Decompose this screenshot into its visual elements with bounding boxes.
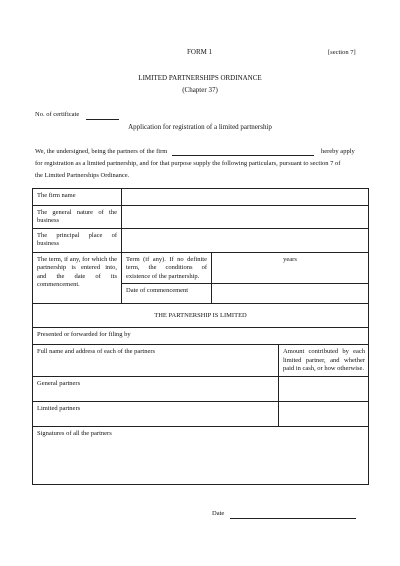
limited-partners-cell[interactable] — [33, 401, 279, 426]
table-row — [33, 304, 369, 328]
firm-name-cell[interactable] — [122, 189, 369, 206]
commencement-label: Date of commencement — [122, 284, 212, 304]
table-row — [33, 252, 369, 283]
date-label: Date — [212, 510, 225, 517]
table-row — [33, 206, 369, 229]
nature-label: The general nature of the business — [33, 206, 122, 229]
table-row — [33, 328, 369, 345]
intro-line1-start: We, the undersigned, being the partners of the firm — [35, 148, 168, 155]
years-label: years — [283, 255, 297, 263]
application-title: Application for registration of a limited partnership — [128, 123, 272, 131]
general-partners-cell[interactable] — [33, 376, 279, 401]
term-definite-label: Term (if any). If no definite term, the conditions of existence of the partnership. — [122, 252, 212, 283]
nature-cell[interactable] — [122, 206, 369, 229]
general-partners-amount-cell[interactable] — [279, 376, 369, 401]
form-number: FORM 1 — [187, 48, 213, 56]
table-row — [33, 228, 369, 252]
chapter-number: (Chapter 37) — [182, 86, 218, 94]
intro-line1-end: hereby apply — [321, 148, 355, 155]
limited-partners-amount-cell[interactable] — [279, 401, 369, 426]
firm-name-line[interactable] — [172, 155, 314, 156]
table-row — [33, 345, 369, 376]
limited-partners-label: Limited partners — [37, 404, 81, 412]
general-partners-label: General partners — [37, 379, 81, 387]
ordinance-title: LIMITED PARTNERSHIPS ORDINANCE — [138, 74, 262, 82]
limited-heading: THE PARTNERSHIP IS LIMITED — [33, 304, 369, 328]
intro-line2: for registration as a limited partnership, and for that purpose supply the following particulars, pursuant to section 7 of — [35, 160, 341, 167]
place-cell[interactable] — [122, 228, 369, 252]
table-row — [33, 189, 369, 206]
amount-column-header: Amount contributed by each limited partner, and whether paid in cash, or how otherwise. — [279, 345, 369, 376]
commencement-cell[interactable] — [212, 284, 369, 304]
certificate-number-line[interactable] — [86, 119, 119, 120]
presented-by-label: Presented or forwarded for filing by — [37, 331, 131, 339]
table-row — [33, 376, 369, 401]
signatures-label: Signatures of all the partners — [37, 429, 112, 437]
section-reference: [section 7] — [328, 49, 356, 56]
firm-name-label: The firm name — [33, 189, 122, 206]
term-years-cell[interactable] — [212, 252, 369, 283]
partners-column-header: Full name and address of each of the partners — [33, 345, 279, 376]
presented-by-cell[interactable] — [33, 328, 369, 345]
signatures-cell[interactable] — [33, 426, 369, 484]
place-label: The principal place of business — [33, 228, 122, 252]
table-row — [33, 401, 369, 426]
date-line[interactable] — [230, 518, 356, 519]
certificate-label: No. of certificate — [35, 111, 80, 118]
intro-line3: the Limited Partnerships Ordinance. — [35, 172, 130, 179]
table-row — [33, 426, 369, 484]
particulars-table — [32, 188, 369, 485]
term-label: The term, if any, for which the partnership is entered into, and the date of its commencement. — [33, 252, 122, 303]
